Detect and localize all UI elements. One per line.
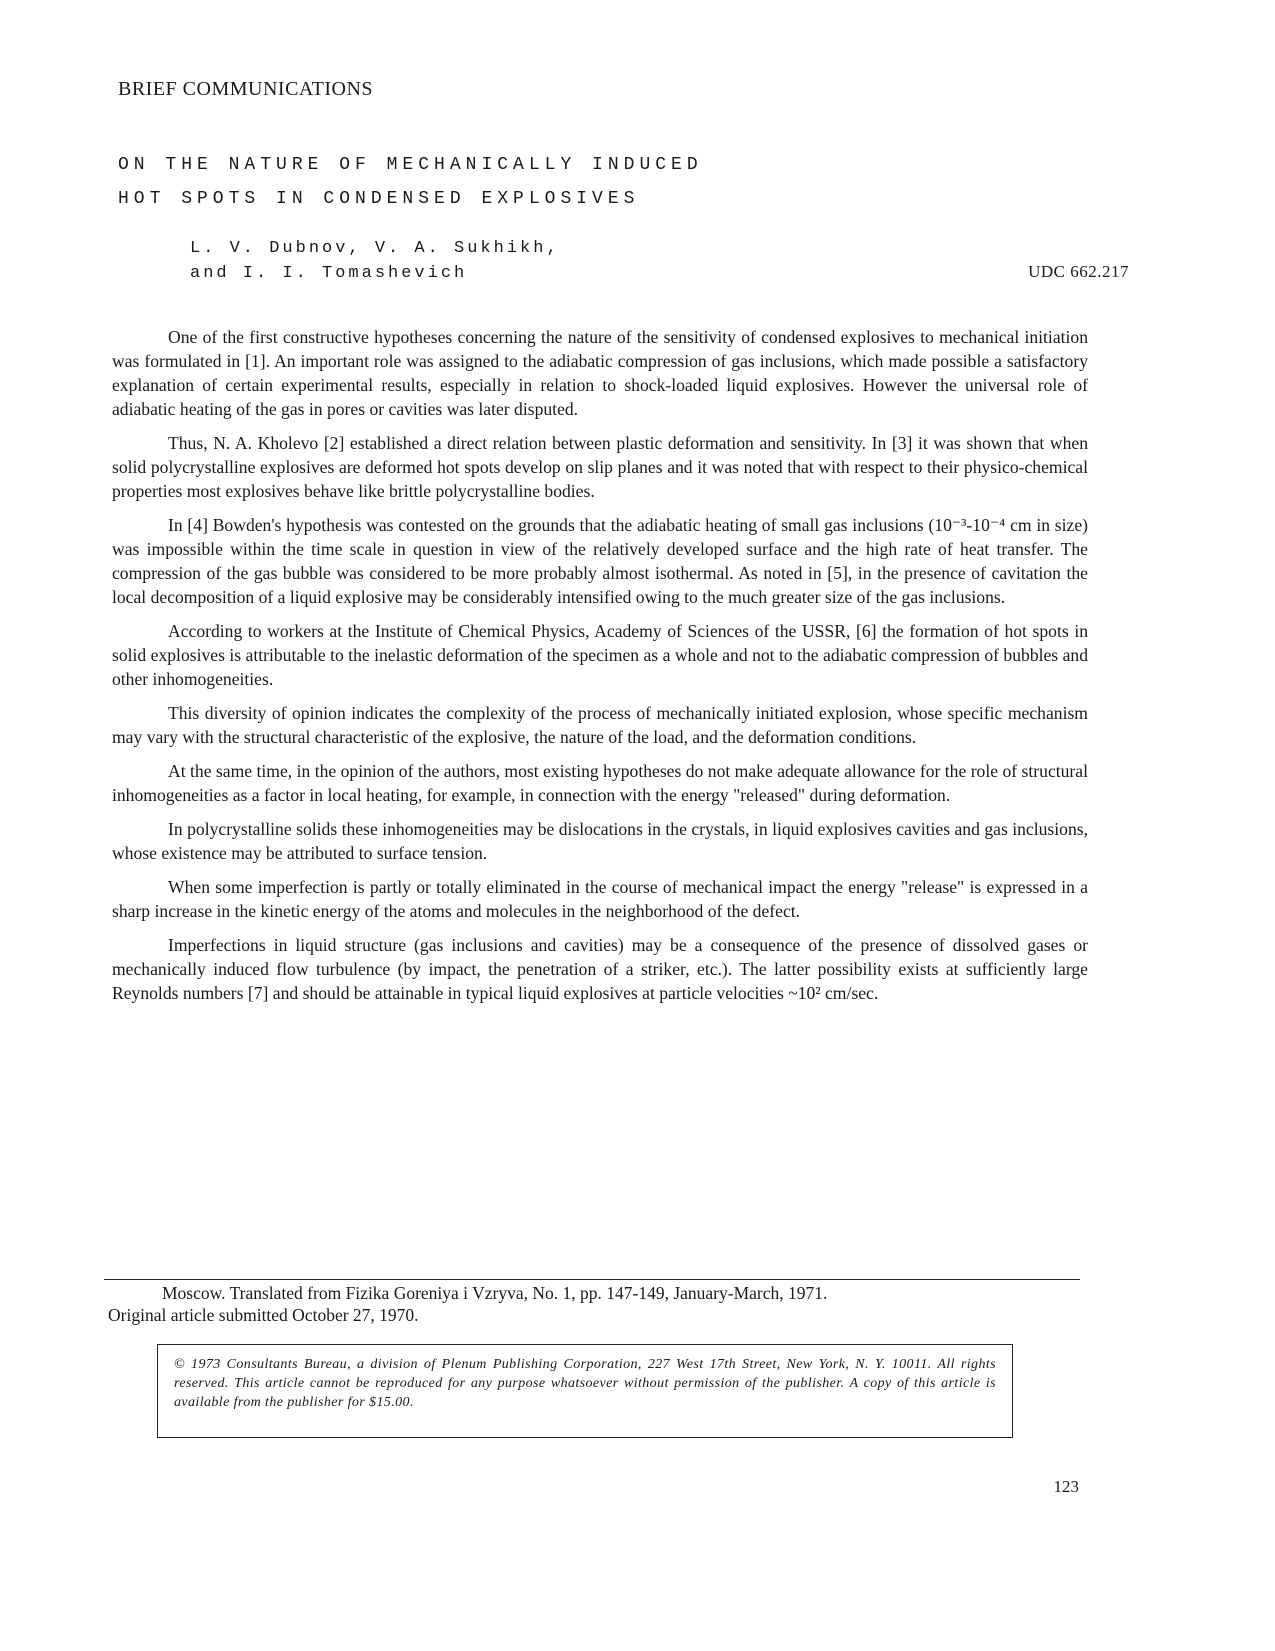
section-heading: BRIEF COMMUNICATIONS bbox=[118, 78, 374, 100]
footnote bbox=[108, 1282, 1028, 1326]
page-number: 123 bbox=[1053, 1477, 1079, 1496]
paragraph-7: In polycrystalline solids these inhomogeneities may be dislocations in the crystals, in liquid explosives cavities and gas inclusions, whose existence may be attributed to surface tension. bbox=[112, 819, 1088, 863]
paragraph-3: In [4] Bowden's hypothesis was contested on the grounds that the adiabatic heating of small gas inclusions (10⁻³-10⁻⁴ cm in size) was impossible within the time scale in question in view of the relatively developed surface and the high rate of heat transfer. The compression of the gas bubble was considered to be more probably almost isothermal. As noted in [5], in the presence of cavitation the local decomposition of a liquid explosive may be considerably intensified owing to the much greater size of the gas inclusions. bbox=[112, 515, 1088, 607]
paragraph-8: When some imperfection is partly or totally eliminated in the course of mechanical impact the energy "release" is expressed in a sharp increase in the kinetic energy of the atoms and molecules in the neighborhood of the defect. bbox=[112, 877, 1088, 921]
title-line-1: ON THE NATURE OF MECHANICALLY INDUCED bbox=[118, 155, 703, 175]
paragraph-2: Thus, N. A. Kholevo [2] established a direct relation between plastic deformation and sensitivity. In [3] it was shown that when solid polycrystalline explosives are deformed hot spots develop on slip planes and it was noted that with respect to their physico-chemical properties most explosives behave like brittle polycrystalline bodies. bbox=[112, 433, 1088, 501]
footnote-line-1: Moscow. Translated from Fizika Goreniya i Vzryva, No. 1, pp. 147-149, January-March, 1971. bbox=[162, 1283, 828, 1303]
copyright-notice: © 1973 Consultants Bureau, a division of Plenum Publishing Corporation, 227 West 17th Street, New York, N. Y. 10011. All rights reserved. This article cannot be reproduced for any purpose whatsoever without permission of the publisher. A copy of this article is available from the publisher for $15.00. bbox=[157, 1344, 1013, 1438]
article-body bbox=[112, 325, 1088, 1005]
paragraph-4: According to workers at the Institute of Chemical Physics, Academy of Sciences of the USSR, [6] the formation of hot spots in solid explosives is attributable to the inelastic deformation of the specimen as a whole and not to the adiabatic compression of bubbles and other inhomogeneities. bbox=[112, 621, 1088, 689]
footnote-divider bbox=[104, 1279, 1080, 1280]
footnote-line-2: Original article submitted October 27, 1970. bbox=[108, 1305, 419, 1325]
author-line-1: L. V. Dubnov, V. A. Sukhikh, bbox=[190, 239, 560, 258]
title-line-2: HOT SPOTS IN CONDENSED EXPLOSIVES bbox=[118, 189, 640, 209]
author-list bbox=[190, 236, 560, 286]
paragraph-1: One of the first constructive hypotheses concerning the nature of the sensitivity of condensed explosives to mechanical initiation was formulated in [1]. An important role was assigned to the adiabatic compression of gas inclusions, which made possible a satisfactory explanation of certain experimental results, especially in relation to shock-loaded liquid explosives. However the universal role of adiabatic heating of the gas in pores or cavities was later disputed. bbox=[112, 327, 1088, 419]
paragraph-5: This diversity of opinion indicates the complexity of the process of mechanically initiated explosion, whose specific mechanism may vary with the structural characteristic of the explosive, the nature of the load, and the deformation conditions. bbox=[112, 703, 1088, 747]
paragraph-9: Imperfections in liquid structure (gas inclusions and cavities) may be a consequence of the presence of dissolved gases or mechanically induced flow turbulence (by impact, the penetration of a striker, etc.). The latter possibility exists at sufficiently large Reynolds numbers [7] and should be attainable in typical liquid explosives at particle velocities ~10² cm/sec. bbox=[112, 935, 1088, 1003]
article-title bbox=[118, 148, 703, 216]
paragraph-6: At the same time, in the opinion of the authors, most existing hypotheses do not make adequate allowance for the role of structural inhomogeneities as a factor in local heating, for example, in connection with the energy "released" during deformation. bbox=[112, 761, 1088, 805]
author-line-2: and I. I. Tomashevich bbox=[190, 264, 468, 283]
udc-code: UDC 662.217 bbox=[1028, 262, 1129, 281]
